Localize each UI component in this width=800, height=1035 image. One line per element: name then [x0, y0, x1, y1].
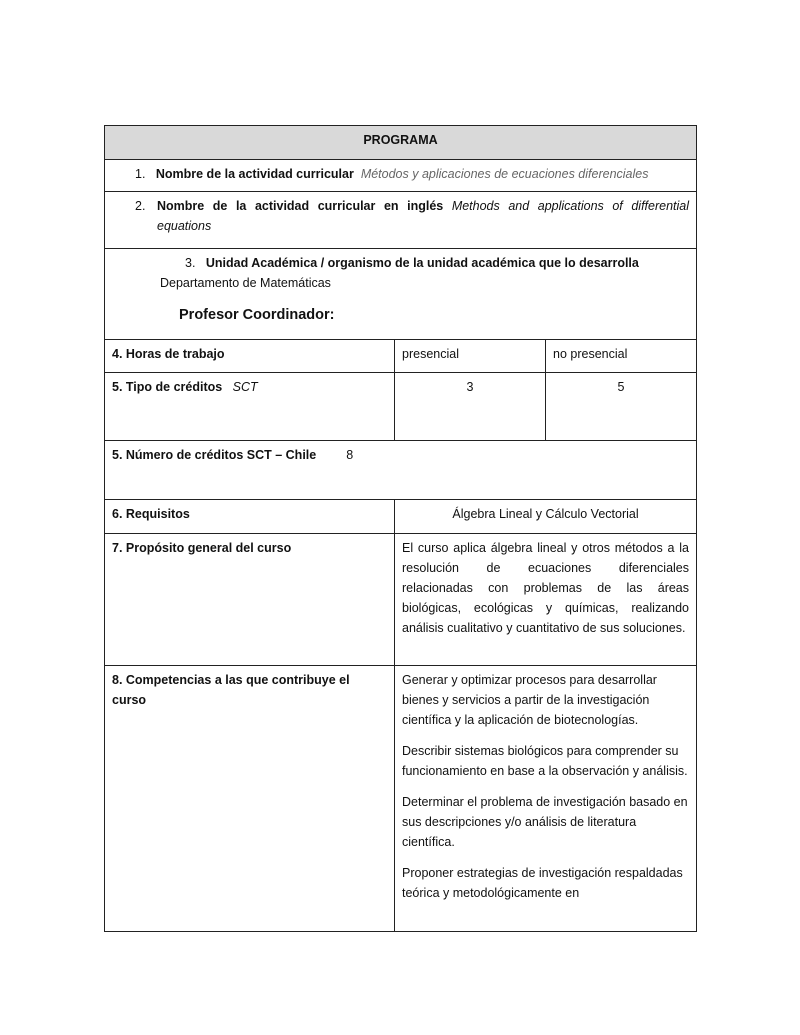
- credit-presencial: 3: [395, 373, 546, 441]
- credit-no-presencial: 5: [546, 373, 697, 441]
- curricular-activity-name: 1. Nombre de la actividad curricular Métodos y aplicaciones de ecuaciones diferenciales: [105, 160, 697, 192]
- program-title: PROGRAMA: [105, 126, 697, 160]
- competencies-list: [395, 666, 697, 932]
- requisites-label: 6. Requisitos: [105, 500, 395, 534]
- purpose-label: 7. Propósito general del curso: [105, 534, 395, 666]
- academic-unit: 3. Unidad Académica / organismo de la unidad académica que lo desarrolla Departamento de Matemáticas Profesor Coordinador:: [105, 249, 697, 340]
- credit-type: 5. Tipo de créditos SCT: [105, 373, 395, 441]
- competency-item: Determinar el problema de investigación basado en sus descripciones y/o análisis de literatura científica.: [402, 795, 688, 849]
- competency-item: Proponer estrategias de investigación respaldadas teórica y metodológicamente en: [402, 866, 683, 900]
- program-table: [104, 125, 697, 932]
- competency-item: Describir sistemas biológicos para comprender su funcionamiento en base a la observación y análisis.: [402, 744, 688, 778]
- requisites-value: Álgebra Lineal y Cálculo Vectorial: [395, 500, 697, 534]
- curricular-activity-name-english: 2. Nombre de la actividad curricular en inglés Methods and applications of differential equations: [105, 192, 697, 249]
- purpose-value: El curso aplica álgebra lineal y otros métodos a la resolución de ecuaciones diferenciales relacionadas con problemas de las áreas biológicas, ecológicas y químicas, realizando análisis cualitativo y cuantitativo de sus soluciones.: [395, 534, 697, 666]
- competencies-label: 8. Competencias a las que contribuye el curso: [105, 666, 395, 932]
- hours-no-presencial: no presencial: [546, 340, 697, 373]
- competency-item: Generar y optimizar procesos para desarrollar bienes y servicios a partir de la investigación científica y la aplicación de biotecnologías.: [402, 673, 657, 727]
- credit-number: 5. Número de créditos SCT – Chile 8: [105, 441, 697, 500]
- hours-presencial: presencial: [395, 340, 546, 373]
- coordinator-label: Profesor Coordinador:: [179, 307, 335, 323]
- hours-label: 4. Horas de trabajo: [105, 340, 395, 373]
